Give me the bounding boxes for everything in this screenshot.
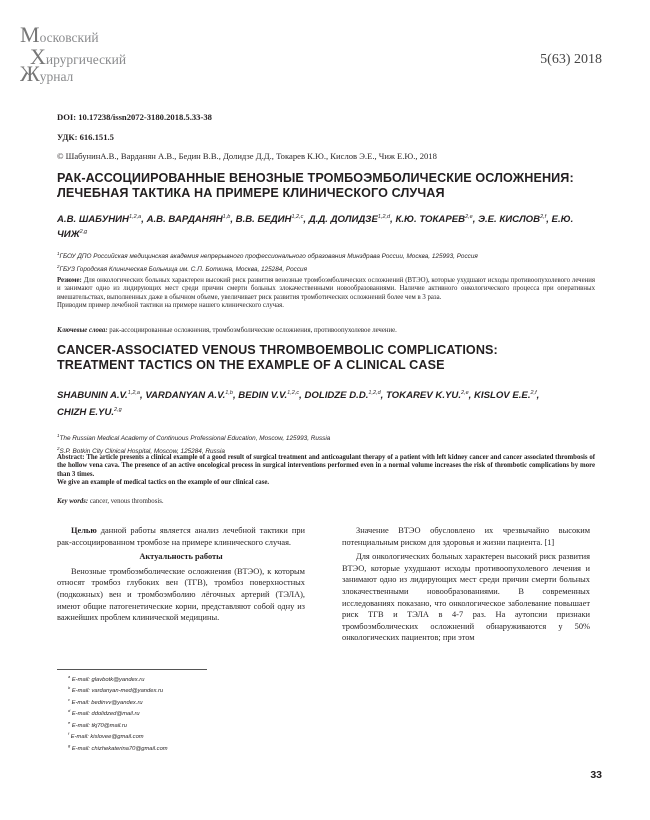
en-author: TOKAREV K.YU.$^{2,e}$, bbox=[386, 390, 474, 402]
footnote-divider bbox=[57, 669, 207, 670]
ru-author: Е.Ю. ЧИЖ$^{2,g}$ bbox=[57, 214, 574, 241]
ru-title bbox=[57, 171, 617, 201]
body-left-column bbox=[57, 525, 305, 624]
en-title-line-2: TREATMENT TACTICS ON THE EXAMPLE OF A CLINICAL CASE bbox=[57, 358, 445, 372]
ru-author: В.В. БЕДИН$^{1,2,c}$, bbox=[235, 214, 309, 226]
en-author: VARDANYAN A.V.$^{1,b}$, bbox=[145, 390, 239, 402]
en-title-line-1: CANCER-ASSOCIATED VENOUS THROMBOEMBOLIC COMPLICATIONS: bbox=[57, 343, 498, 357]
ru-author: А.В. ВАРДАНЯН$^{1,b}$, bbox=[146, 214, 236, 226]
ru-affiliations bbox=[57, 249, 597, 275]
en-abstract bbox=[57, 454, 595, 488]
en-author: KISLOV E.E.$^{2,f}$, bbox=[473, 390, 540, 402]
footnote-email: $^b$ E-mail: vardanyan-med@yandex.ru bbox=[68, 685, 164, 695]
ru-authors bbox=[57, 211, 597, 241]
en-abstract-tail: We give an example of medical tactics on the example of our clinical case. bbox=[57, 479, 270, 487]
section-heading: Актуальность работы bbox=[139, 552, 223, 562]
en-keywords-text: cancer, venous thrombosis. bbox=[89, 498, 164, 505]
footnote-email: $^c$ E-mail: bedinvv@yandex.ru bbox=[68, 696, 143, 706]
en-abstract-text: The article presents a clinical example of a good result of surgical treatment and anticoagulant therapy of a patient with left kidney cancer and cancer associated thrombosis of the hollow vena cava. The presence of an active oncological process in surgical interventions performed even in a normal volume increases the risk of thrombotic complications by more than 3 times. bbox=[57, 454, 595, 478]
en-author: DOLIDZE D.D.$^{1,2,d}$, bbox=[304, 390, 386, 402]
body-paragraph: Значение ВТЭО обусловлено их чрезвычайно высоким потенциальным риском для здоровья и жизни пациента. [1] bbox=[342, 526, 590, 547]
en-authors-line-2 bbox=[57, 403, 597, 420]
ru-abstract-label: Резюме: bbox=[57, 277, 82, 284]
ru-keywords bbox=[57, 326, 597, 335]
ru-abstract bbox=[57, 277, 595, 311]
en-keywords bbox=[57, 497, 597, 506]
doi: DOI: 10.17238/issn2072-3180.2018.5.33-38 bbox=[57, 112, 212, 122]
copyright: © ШабунинА.В., Варданян А.В., Бедин В.В., Долидзе Д.Д., Токарев К.Ю., Кислов Э.Е., Чиж Е.Ю., 2018 bbox=[57, 151, 437, 161]
ru-author: Д.Д. ДОЛИДЗЕ$^{1,2,d}$, bbox=[308, 214, 396, 226]
footnote-email: $^d$ E-mail: ddolidzed@mail.ru bbox=[68, 708, 140, 718]
journal-logo bbox=[20, 22, 180, 86]
en-author: BEDIN V.V.$^{1,2,c}$, bbox=[238, 390, 305, 402]
en-authors-line-1 bbox=[57, 386, 597, 403]
footnote-email: $^e$ E-mail: tkj70@mail.ru bbox=[68, 719, 128, 729]
issue-number: 5(63) 2018 bbox=[540, 52, 602, 67]
ru-title-line-2: ЛЕЧЕБНАЯ ТАКТИКА НА ПРИМЕРЕ КЛИНИЧЕСКОГО СЛУЧАЯ bbox=[57, 186, 445, 200]
ru-keywords-label: Ключевые слова: bbox=[57, 327, 108, 334]
ru-affiliation-2: $^2$ГБУЗ Городская Клиническая Больница им. С.П. Боткина, Москва, 125284, Россия bbox=[57, 264, 307, 274]
logo-line-1: Московский bbox=[20, 22, 99, 47]
udk: УДК: 616.151.5 bbox=[57, 132, 114, 142]
body-right-column bbox=[342, 525, 590, 644]
en-abstract-label: Abstract: bbox=[57, 454, 85, 461]
body-paragraph: Венозные тромбоэмболические осложнения (ВТЭО), к которым относят тромбоз глубоких вен (ТГВ), тромбоз поверхностных (подкожных) вен и тромбоэмболию лёгочных артерий (ТЭЛА), имеют общие патогенетические корни, представляют собой одну из важнейших проблем клинической медицины. bbox=[57, 566, 305, 623]
footnote-email: $^g$ E-mail: chizhekaterina70@gmail.com bbox=[68, 742, 168, 752]
ru-abstract-text: Для онкологических больных характерен высокий риск развития венозные тромбоэмболических осложнений (ВТЭО), которые ухудшают исходы противоопухолевого лечения и занимают одно из лидирующих мест среди причин смерти больных злокачественными новообразованиями. Наличие активного онкологического процесса при оперативных вмешательствах, выполненных даже в обычном объеме, увеличивает риск развития тромботических осложнений более чем в 3 раза. bbox=[57, 277, 596, 301]
footnote-email: $^f$ E-mail: kislovee@gmail.com bbox=[68, 731, 144, 741]
body-paragraph: Целью данной работы является анализ лечебной тактики при рак-ассоциированном тромбозе на примере клинического случая. bbox=[57, 526, 305, 547]
en-author: SHABUNIN A.V.$^{1,2,a}$, bbox=[57, 390, 146, 402]
ru-author: Э.Е. КИСЛОВ$^{2,f}$, bbox=[478, 214, 552, 226]
logo-line-3: Журнал bbox=[20, 61, 74, 86]
body-paragraph: Для онкологических больных характерен высокий риск развития ВТЭО, которые ухудшают исходы противоопухолевого лечения и занимают одно из лидирующих мест среди причин смерти больных злокачественными новообразованиями. В современных исследованиях показано, что онкологическое заболевание повышает риск ТГВ и ТЭЛА в 4-7 раз. На аутопсии признаки тромбоэмболических осложнений обнаруживаются у 50% онкологических пациентов; при этом bbox=[342, 552, 590, 643]
en-authors bbox=[57, 386, 597, 420]
en-title bbox=[57, 343, 617, 373]
page-number: 33 bbox=[590, 769, 602, 781]
en-affiliation-1: $^1$The Russian Medical Academy of Continuous Professional Education, Moscow, 125993, Russia bbox=[57, 433, 331, 443]
en-affiliation-2: $^2$S.P. Botkin City Clinical Hospital, Moscow, 125284, Russia bbox=[57, 446, 225, 456]
ru-title-line-1: РАК-АССОЦИИРОВАННЫЕ ВЕНОЗНЫЕ ТРОМБОЭМБОЛИЧЕСКИЕ ОСЛОЖНЕНИЯ: bbox=[57, 171, 574, 185]
en-author: CHIZH E.YU.$^{2,g}$ bbox=[57, 407, 122, 419]
ru-author: А.В. ШАБУНИН$^{1,2,a}$, bbox=[57, 214, 147, 226]
aim-label: Целью bbox=[71, 526, 97, 535]
ru-affiliation-1: $^1$ГБОУ ДПО Российская медицинская академия непрерывного профессионального образования Минздрава России, Москва, 125993, Россия bbox=[57, 251, 478, 261]
logo-line-2: Хирургический bbox=[30, 44, 127, 69]
footnotes bbox=[68, 673, 168, 753]
ru-author: К.Ю. ТОКАРЕВ$^{2,e}$, bbox=[395, 214, 479, 226]
en-keywords-label: Key words: bbox=[57, 498, 89, 505]
footnote-email: $^a$ E-mail: glavbotk@yandex.ru bbox=[68, 674, 145, 683]
ru-abstract-tail: Приводим пример лечебной тактики на примере нашего клинического случая. bbox=[57, 302, 284, 310]
ru-keywords-text: рак-ассоциированные осложнения, тромбоэмболические осложнения, противоопухолевое лечение. bbox=[109, 327, 397, 334]
